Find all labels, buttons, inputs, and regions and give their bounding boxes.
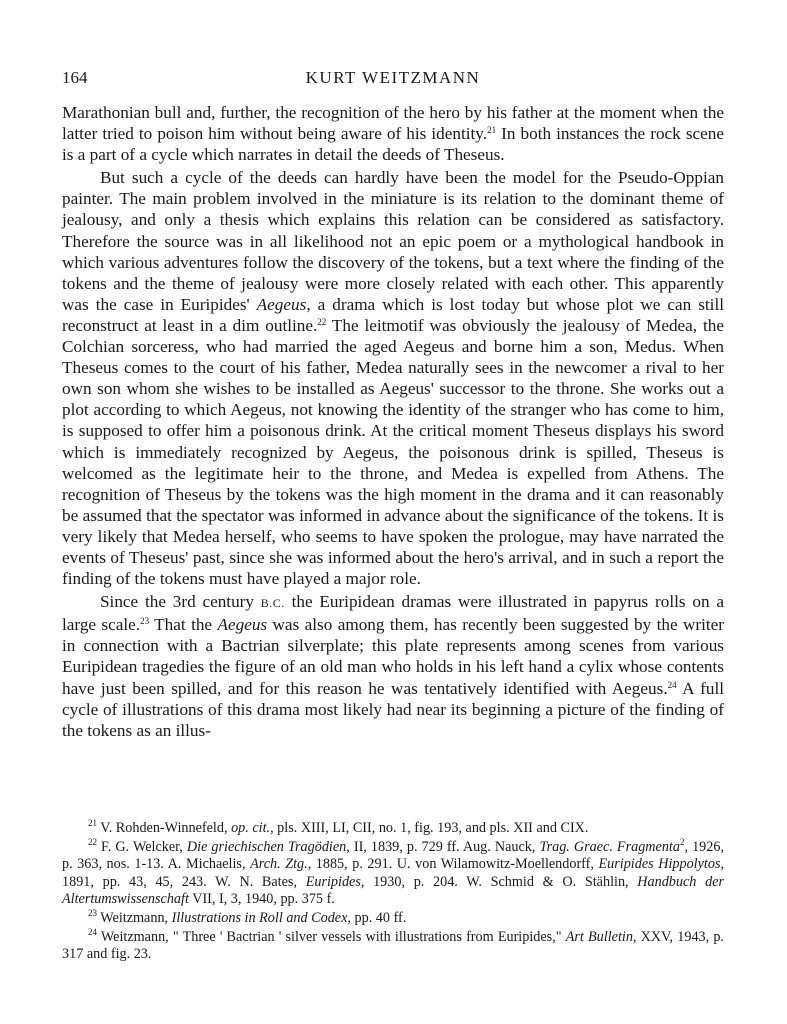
footnote-22 (62, 836, 725, 909)
title-aegeus: Aegeus (217, 615, 268, 635)
footnote-21 (62, 820, 724, 838)
footnote-number: 21 (88, 818, 97, 828)
italic-run: Illustrations in Roll and Codex (171, 909, 348, 926)
title-aegeus: Aegeus (256, 294, 307, 314)
italic-run: Art Bulletin (565, 928, 633, 945)
text-run: Weitzmann, " Three ' Bactrian ' silver vessels with illustrations from Euripides," (97, 928, 566, 945)
text-run: , 1891, pp. 43, 45, 243. W. N. Bates, (62, 856, 725, 890)
text-run: Since the 3rd century (100, 592, 261, 612)
text-run: Marathonian bull and, further, the recognition of the hero by his father at the moment when the latter tried to poison him without being aware of his identity. (62, 103, 724, 144)
footnote-ref-23: 23 (140, 616, 150, 627)
text-run: the Euripidean dramas were illustrated in papyrus rolls on a large scale. (62, 592, 724, 635)
text-run: , pls. XIII, LI, CII, no. 1, fig. 193, and pls. XII and CIX. (270, 820, 589, 836)
footnotes (62, 820, 724, 965)
page-number: 164 (62, 68, 88, 87)
text-run: In both instances the rock scene is a part of a cycle which narrates in detail the deeds of Theseus. (62, 124, 724, 165)
footnote-ref-24: 24 (667, 679, 677, 690)
edition-superscript: 2 (679, 836, 685, 847)
italic-run: Euripides Hippolytos (598, 856, 721, 873)
footnote-number: 23 (88, 907, 97, 918)
footnote-23 (62, 907, 724, 928)
text-run: , II, 1839, p. 729 ff. Aug. Nauck, (346, 838, 540, 855)
text-run: V. Rohden-Winnefeld, (97, 820, 232, 836)
italic-run: Arch. Ztg. (250, 856, 308, 873)
text-run: But such a cycle of the deeds can hardly have been the model for the Pseudo-Oppian painter. The main problem involved in the miniature is its relation to the dominant theme of jealousy, and only a thesis which explains this relation can be considered as satisfactory. Therefore the source was in all likelihood not an epic poem or a mythological handbook in which various adventures follow the discovery of the tokens, but a text where the finding of the tokens and the theme of jealousy were more closely related with each other. This apparently was the case in Euripides' (62, 168, 724, 314)
paragraph-3 (62, 591, 724, 741)
text-run: was also among them, has recently been suggested by the writer in connection with a Bactrian silverplate; this plate represents among scenes from various Euripidean tragedies the figure of an old man who holds in his left hand a cylix whose contents have just been spilled, and for this reason he was tentatively identified with Aegeus. (62, 615, 725, 698)
text-run: , 1885, p. 291. U. von Wilamowitz-Moellendorff, (307, 856, 599, 873)
text-run: , pp. 40 ff. (347, 909, 407, 926)
italic-run: Handbuch der Altertumswissenschaft (62, 873, 724, 908)
page-header (62, 68, 724, 90)
footnote-number: 24 (88, 926, 97, 937)
text-run: That the (149, 615, 218, 635)
italic-run: Die griechischen Tragödien (186, 838, 347, 855)
text-run: , XXV, 1943, p. 317 and fig. 23. (62, 928, 724, 963)
small-caps-bc: B.C. (260, 596, 285, 611)
text-run: , 1930, p. 204. W. Schmid & O. Stählin, (360, 873, 638, 890)
italic-run: op. cit. (231, 820, 271, 836)
text-run: F. G. Welcker, (97, 838, 187, 855)
text-run: The leitmotif was obviously the jealousy of Medea, the Colchian sorceress, who had married the aged Aegeus and borne him a son, Medus. When Theseus comes to the court of his father, Medea naturally sees in the newcomer a rival to her own son whom she wishes to be installed as Aegeus' successor to the throne. She works out a plot according to which Aegeus, not knowing the identity of the stranger who has come to him, is supposed to offer him a poisonous drink. At the critical moment Theseus displays his sword which is immediately recognized by Aegeus, the poisonous drink is spilled, Theseus is welcomed as the legitimate heir to the throne, and Medea is expelled from Athens. The recognition of Theseus by the tokens was the high moment in the drama and it can reasonably be assumed that the spectator was informed in advance about the significance of the tokens. It is very likely that Medea herself, who seems to have spoken the prologue, may have narrated the events of Theseus' past, since she was informed about the hero's arrival, and in such a report the finding of the tokens must have played a major role. (62, 315, 724, 589)
text-run: A full cycle of illustrations of this drama most likely had near its beginning a picture of the finding of the tokens as an illus- (62, 678, 724, 740)
italic-run: Euripides (305, 873, 361, 890)
text-run: VII, I, 3, 1940, pp. 375 f. (188, 891, 335, 908)
text-run: , a drama which is lost today but whose plot we can still reconstruct at least in a dim outline. (62, 294, 725, 335)
footnote-number: 22 (88, 836, 97, 847)
footnote-ref-22: 22 (317, 316, 327, 327)
footnote-24 (62, 926, 724, 964)
footnote-ref-21: 21 (487, 125, 497, 136)
text-run: Weitzmann, (97, 909, 172, 926)
running-head: KURT WEITZMANN (305, 68, 481, 87)
text-run: , 1926, p. 363, nos. 1-13. A. Michaelis, (62, 838, 724, 873)
italic-run: Trag. Graec. Fragmenta (539, 838, 680, 855)
paragraph-1 (62, 102, 724, 165)
body-text (62, 102, 724, 741)
paragraph-2 (62, 167, 724, 589)
